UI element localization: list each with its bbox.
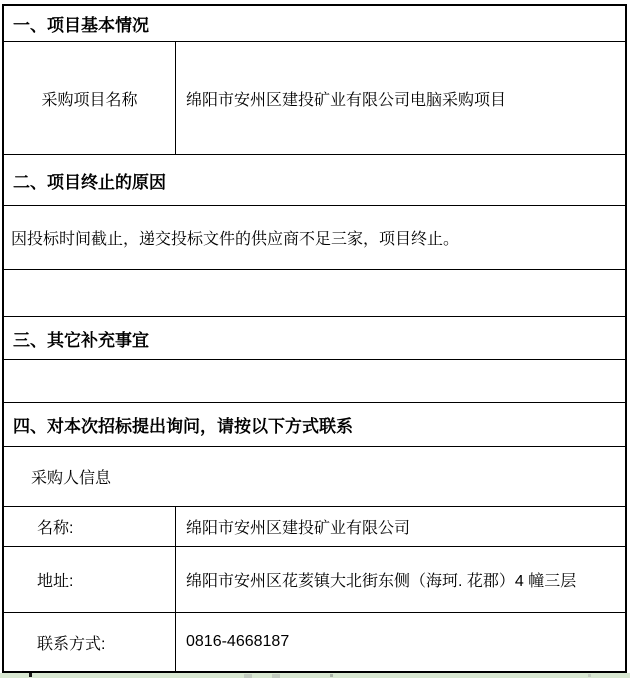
- section4-title: 四、对本次招标提出询问，请按以下方式联系: [13, 417, 353, 436]
- purchaser-name-value: 绵阳市安州区建投矿业有限公司: [186, 520, 411, 537]
- empty-row-2: [4, 360, 625, 403]
- artifact-mark: [272, 674, 280, 678]
- purchaser-contact-label: 联系方式:: [37, 635, 106, 653]
- purchaser-contact-label-cell: [4, 613, 176, 671]
- artifact-mark: [588, 674, 591, 677]
- purchaser-address-label: 地址:: [37, 573, 74, 590]
- project-name-value: 绵阳市安州区建投矿业有限公司电脑采购项目: [186, 91, 507, 109]
- purchaser-address-value-cell: [176, 547, 625, 612]
- termination-reason-text: 因投标时间截止，递交投标文件的供应商不足三家，项目终止。: [11, 231, 460, 248]
- section1-title: 一、项目基本情况: [13, 16, 149, 35]
- termination-reason-row: [4, 206, 625, 270]
- artifact-mark: [330, 674, 333, 677]
- section3-header-row: [4, 317, 625, 360]
- project-name-row: [4, 42, 625, 155]
- bottom-strip: [0, 673, 630, 678]
- section2-header-row: [4, 155, 625, 206]
- project-name-label: 采购项目名称: [41, 91, 138, 109]
- purchaser-contact-row: [4, 613, 625, 671]
- project-name-label-cell: [4, 42, 176, 154]
- project-name-value-cell: [176, 42, 625, 154]
- purchaser-heading-row: [4, 447, 625, 507]
- section1-header-row: [4, 6, 625, 42]
- purchaser-address-row: [4, 547, 625, 613]
- section3-title: 三、其它补充事宜: [13, 330, 149, 350]
- purchaser-name-label-cell: [4, 507, 176, 546]
- purchaser-contact-value-cell: [176, 613, 625, 671]
- announcement-table: [2, 4, 627, 673]
- purchaser-address-value: 绵阳市安州区花荄镇大北街东侧（海珂. 花郡）4 幢三层: [186, 573, 577, 590]
- purchaser-heading: 采购人信息: [31, 470, 112, 487]
- artifact-mark: [29, 673, 32, 677]
- purchaser-name-value-cell: [176, 507, 625, 546]
- empty-row-1: [4, 270, 625, 317]
- purchaser-name-row: [4, 507, 625, 547]
- purchaser-address-label-cell: [4, 547, 176, 612]
- purchaser-name-label: 名称:: [37, 520, 74, 537]
- section4-header-row: [4, 403, 625, 447]
- purchaser-contact-value: 0816-4668187: [186, 633, 290, 650]
- section2-title: 二、项目终止的原因: [13, 172, 166, 192]
- artifact-mark: [244, 674, 252, 678]
